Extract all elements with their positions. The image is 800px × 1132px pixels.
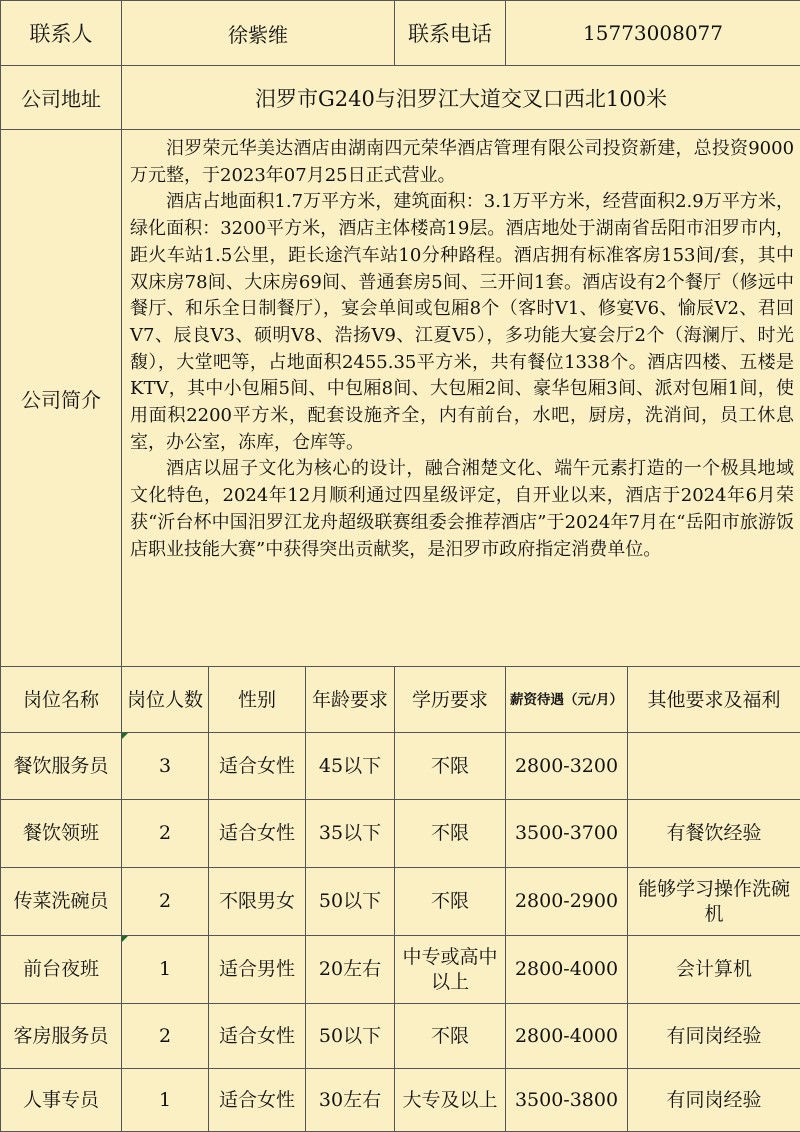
- job-gender: 适合女性: [209, 1069, 306, 1132]
- job-title: 传菜洗碗员: [1, 868, 122, 936]
- job-other: [628, 733, 800, 800]
- job-count: 1: [122, 1069, 209, 1132]
- job-salary: 3500-3800: [506, 1069, 628, 1132]
- job-salary: 2800-3200: [506, 733, 628, 800]
- contact-phone-label: 联系电话: [395, 1, 506, 66]
- job-title: 客房服务员: [1, 1004, 122, 1069]
- job-count: 2: [122, 1004, 209, 1069]
- job-education: 中专或高中以上: [395, 936, 506, 1004]
- job-count: 2: [122, 868, 209, 936]
- job-title: 餐饮领班: [1, 800, 122, 868]
- job-other: 会计算机: [628, 936, 800, 1004]
- table-row: [1, 1004, 800, 1069]
- intro-paragraph-2: 酒店占地面积1.7万平方米，建筑面积：3.1万平方米，经营面积2.9万平方米，绿化面积：3200平方米，酒店主体楼高19层。酒店地处于湖南省岳阳市汨罗市内，距火车站1.5公里，距长途汽车站10分种路程。酒店拥有标准客房153间/套，其中双床房78间、大床房69间、普通套房5间、三开间1套。酒店设有2个餐厅（修远中餐厅、和乐全日制餐厅），宴会单间或包厢8个（客时V1、修宴V6、愉辰V2、君回V7、辰良V3、硕明V8、浩扬V9、江夏V5），多功能大宴会厅2个（海澜厅、时光馥），大堂吧等，占地面积2455.35平方米，共有餐位1338个。酒店四楼、五楼是KTV，其中小包厢5间、中包厢8间、大包厢2间、豪华包厢3间、派对包厢1间，使用面积2200平方米，配套设施齐全，内有前台，水吧，厨房，洗消间，员工休息室，办公室，冻库，仓库等。: [130, 189, 794, 456]
- table-row: [1, 800, 800, 868]
- job-salary: 2800-4000: [506, 936, 628, 1004]
- job-salary: 3500-3700: [506, 800, 628, 868]
- col-header-title: 岗位名称: [1, 667, 122, 733]
- address-value: 汨罗市G240与汨罗江大道交叉口西北100米: [122, 66, 800, 130]
- job-other: 有餐饮经验: [628, 800, 800, 868]
- job-title: 前台夜班: [1, 936, 122, 1004]
- job-education: 大专及以上: [395, 1069, 506, 1132]
- col-header-gender: 性别: [209, 667, 306, 733]
- col-header-salary: 薪资待遇（元/月）: [506, 667, 628, 733]
- intro-paragraph-1: 汨罗荣元华美达酒店由湖南四元荣华酒店管理有限公司投资新建，总投资9000万元整，于2023年07月25日正式营业。: [130, 136, 794, 189]
- table-row: [1, 1069, 800, 1132]
- table-row: [1, 936, 800, 1004]
- job-other: 能够学习操作洗碗机: [628, 868, 800, 936]
- job-gender: 适合女性: [209, 1004, 306, 1069]
- job-age: 20左右: [306, 936, 395, 1004]
- job-title: 人事专员: [1, 1069, 122, 1132]
- intro-label: 公司简介: [1, 130, 122, 667]
- job-education: 不限: [395, 733, 506, 800]
- job-gender: 适合女性: [209, 733, 306, 800]
- job-gender: 适合男性: [209, 936, 306, 1004]
- col-header-age: 年龄要求: [306, 667, 395, 733]
- job-count: 2: [122, 800, 209, 868]
- table-row: [1, 733, 800, 800]
- address-label: 公司地址: [1, 66, 122, 130]
- job-education: 不限: [395, 1004, 506, 1069]
- job-age: 30左右: [306, 1069, 395, 1132]
- job-age: 50以下: [306, 868, 395, 936]
- job-age: 50以下: [306, 1004, 395, 1069]
- job-age: 35以下: [306, 800, 395, 868]
- job-count: 3: [122, 733, 209, 800]
- job-gender: 适合女性: [209, 800, 306, 868]
- contact-phone-value: 15773008077: [506, 1, 800, 66]
- job-age: 45以下: [306, 733, 395, 800]
- intro-row: [1, 130, 800, 667]
- address-row: [1, 66, 800, 130]
- job-other: 有同岗经验: [628, 1004, 800, 1069]
- contact-row: [1, 1, 800, 66]
- col-header-education: 学历要求: [395, 667, 506, 733]
- contact-person-label: 联系人: [1, 1, 122, 66]
- col-header-count: 岗位人数: [122, 667, 209, 733]
- table-row: [1, 868, 800, 936]
- job-salary: 2800-2900: [506, 868, 628, 936]
- job-education: 不限: [395, 800, 506, 868]
- job-title: 餐饮服务员: [1, 733, 122, 800]
- col-header-other: 其他要求及福利: [628, 667, 800, 733]
- job-salary: 2800-4000: [506, 1004, 628, 1069]
- job-other: 有同岗经验: [628, 1069, 800, 1132]
- intro-text: [122, 130, 800, 667]
- job-education: 不限: [395, 868, 506, 936]
- job-header-row: [1, 667, 800, 733]
- intro-paragraph-3: 酒店以屈子文化为核心的设计，融合湘楚文化、端午元素打造的一个极具地域文化特色，2024年12月顺利通过四星级评定，自开业以来，酒店于2024年6月荣获“沂台杯中国汨罗江龙舟超级联赛组委会推荐酒店”于2024年7月在“岳阳市旅游饭店职业技能大赛”中获得突出贡献奖，是汨罗市政府指定消费单位。: [130, 456, 794, 563]
- job-gender: 不限男女: [209, 868, 306, 936]
- job-count: 1: [122, 936, 209, 1004]
- contact-person-value: 徐紫维: [122, 1, 395, 66]
